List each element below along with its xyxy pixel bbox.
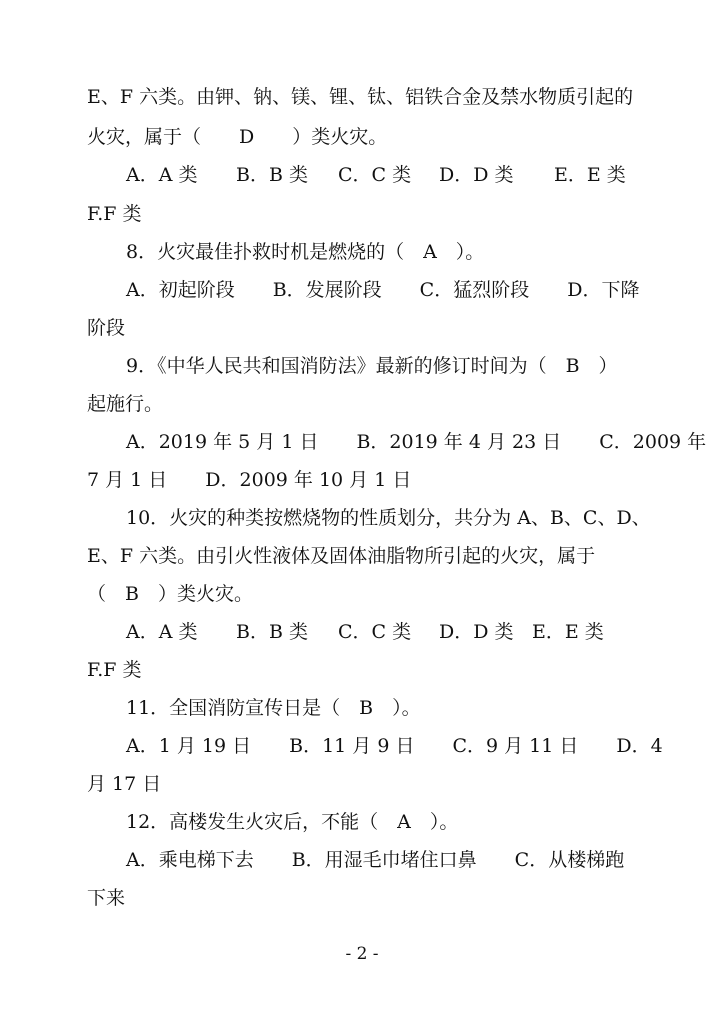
option-d: D．D 类 (439, 621, 514, 643)
option-e: E．E 类 (554, 164, 626, 186)
option-c: C．C 类 (338, 621, 412, 643)
text-line: 火灾，属于（ D ）类火灾。 (87, 126, 388, 148)
text-line: E、F 六类。由引火性液体及固体油脂物所引起的火灾，属于 (87, 545, 596, 567)
question-12: 12．高楼发生火灾后，不能（ A ）。 (126, 811, 459, 833)
question-9-options: A．2019 年 5 月 1 日 B．2019 年 4 月 23 日 C．2009 年 (126, 431, 707, 453)
page-number: - 2 - (345, 944, 379, 964)
option-a: A．A 类 (126, 164, 198, 186)
text-line: F.F 类 (87, 659, 142, 681)
question-8-options: A．初起阶段 B．发展阶段 C．猛烈阶段 D．下降 (126, 279, 640, 301)
question-11: 11．全国消防宣传日是（ B ）。 (126, 697, 421, 719)
option-b: B．B 类 (236, 621, 308, 643)
option-d: D．D 类 (439, 164, 514, 186)
option-a: A．A 类 (126, 621, 198, 643)
option-b: B．B 类 (236, 164, 308, 186)
question-9: 9．《中华人民共和国消防法》最新的修订时间为（ B ） (126, 355, 618, 377)
text-line: 起施行。 (87, 393, 164, 415)
text-line: F.F 类 (87, 203, 142, 225)
option-c: C．C 类 (338, 164, 412, 186)
text-line: 下来 (87, 887, 126, 909)
question-12-options: A．乘电梯下去 B．用湿毛巾堵住口鼻 C．从楼梯跑 (126, 849, 625, 871)
question-11-options: A．1 月 19 日 B．11 月 9 日 C．9 月 11 日 D．4 (126, 735, 663, 757)
text-line: E、F 六类。由钾、钠、镁、锂、钛、铝铁合金及禁水物质引起的 (87, 86, 634, 108)
option-e: E．E 类 (532, 621, 604, 643)
text-line: 阶段 (87, 317, 126, 339)
text-line: 7 月 1 日 D．2009 年 10 月 1 日 (87, 469, 412, 491)
question-10: 10．火灾的种类按燃烧物的性质划分，共分为 A、B、C、D、 (126, 507, 651, 529)
text-line: 月 17 日 (87, 773, 162, 795)
question-8: 8．火灾最佳扑救时机是燃烧的（ A ）。 (126, 241, 485, 263)
text-line: （ B ）类火灾。 (87, 583, 253, 605)
